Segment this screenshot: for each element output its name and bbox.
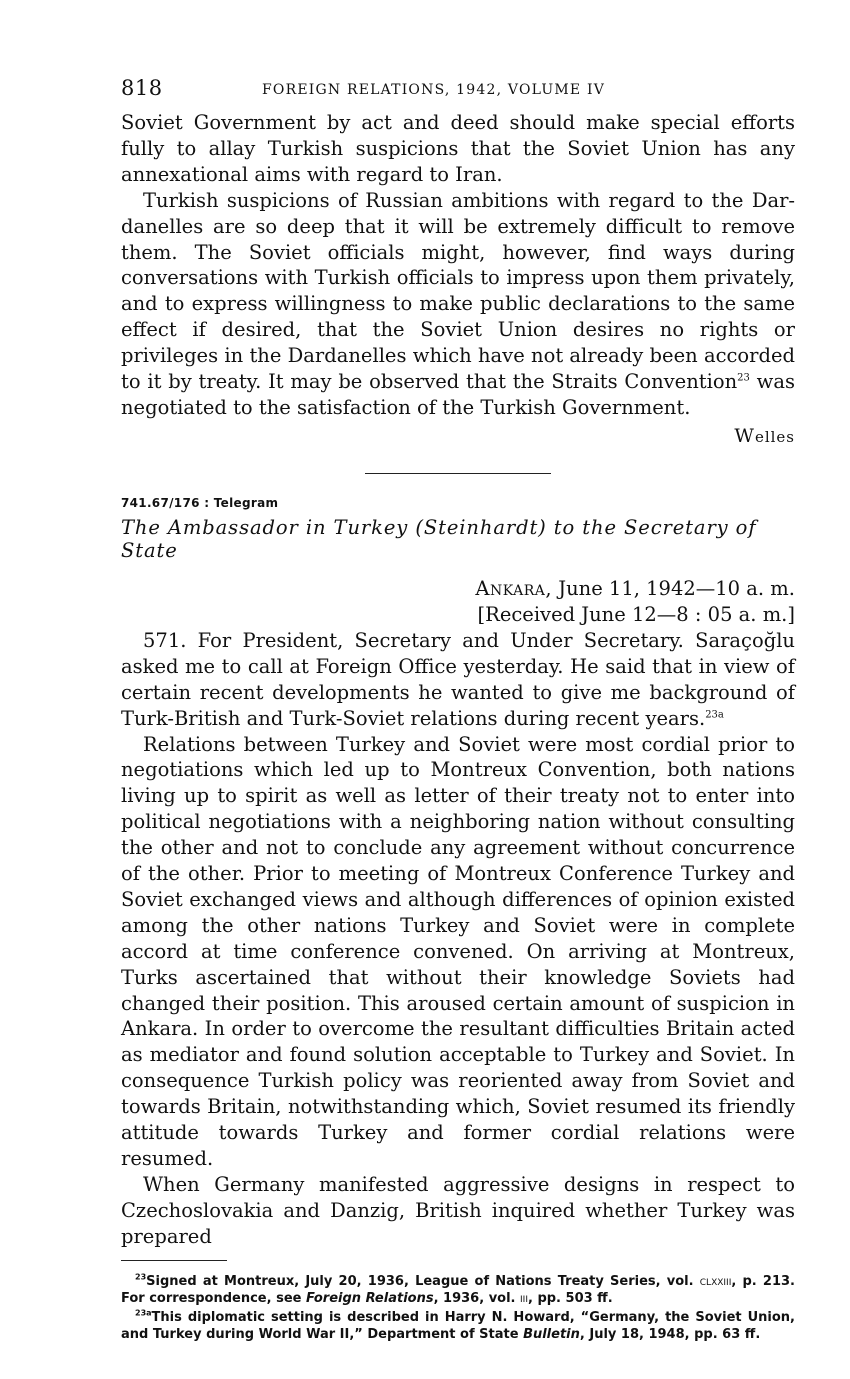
footnote-text: , pp. 503 ff. — [527, 1290, 613, 1306]
dateline — [121, 576, 795, 628]
page-number: 818 — [121, 76, 163, 100]
footnote-23 — [121, 1273, 795, 1307]
paragraph-text: Relations between Turkey and Soviet were most cordial prior to negotiations which led up to Montreux Convention, both nations living up to spirit as well as letter of their treaty not to enter into political negotiations with a neighboring nation without consulting the other and not to conclude any agreement without concurrence of the other. Prior to meeting of Montreux Conference Turkey and Soviet exchanged views and although differences of opinion existed among the other nations Turkey and Soviet were in complete accord at time conference convened. On arriving at Montreux, Turks ascertained that without their knowledge Soviets had changed their position. This aroused certain amount of suspicion in Ankara. In order to overcome the resultant difficulties Britain acted as mediator and found solution acceptable to Turkey and Soviet. In consequence Turkish policy was reoriented away from Soviet and towards Britain, notwithstanding which, Soviet resumed its friendly attitude towards Turkey and former cordial relations were resumed. — [121, 732, 795, 1170]
date-sent: June 11, 1942—10 a. m. — [552, 576, 795, 600]
volume-number: iii — [520, 1290, 528, 1306]
document-title: The Ambassador in Turkey (Steinhardt) to the Secretary of State — [121, 515, 757, 562]
footnote-text: , p. 213. For correspondence, see — [121, 1273, 795, 1306]
continued-paragraph — [121, 110, 795, 188]
telegram-paragraph-1 — [121, 628, 795, 732]
footnote-text: Signed at Montreux, July 20, 1936, League of Nations Treaty Series, vol. — [146, 1273, 700, 1289]
footnote-ref-23a[interactable]: 23a — [705, 709, 724, 721]
footnote-ref-23[interactable]: 23 — [737, 372, 750, 384]
footnote-mark: 23 — [135, 1272, 147, 1282]
footnote-mark: 23a — [135, 1308, 152, 1318]
paragraph-text: Soviet Government by act and deed should make special efforts fully to allay Turkish suspicions that the Soviet Union has any annexational aims with regard to Iran. — [121, 111, 795, 186]
volume-number: clxxiii — [699, 1273, 732, 1289]
telegram-paragraph-3 — [121, 1172, 795, 1250]
paragraph-text: was negotiated to the satisfaction of the Turkish Government. — [121, 370, 795, 419]
publication-title: Foreign Relations — [306, 1290, 434, 1306]
file-reference: 741.67/176 : Telegram — [121, 495, 279, 510]
document-page — [121, 76, 795, 1345]
dardanelles-paragraph — [121, 188, 795, 421]
footnote-text: This diplomatic setting is described in Harry N. Howard, “Germany, the Soviet Union, and Turkey during World War II,” Department of State — [121, 1309, 795, 1342]
paragraph-text: Turkish suspicions of Russian ambitions with regard to the Dardanelles are so deep that it will be extremely difficult to remove them. The Soviet officials might, however, find ways during conversations with Turkish officials to impress upon them privately, and to express willingness to make public declarations to the same effect if desired, that the Soviet Union desires no rights or privileges in the Dardanelles which have not already been accorded to it by treaty. It may be observed that the Straits Convention — [121, 188, 795, 394]
page-header — [121, 76, 795, 110]
signature: Welles — [734, 424, 795, 447]
footnotes — [121, 1273, 795, 1343]
sent-line — [121, 576, 795, 602]
paragraph-text: 571. For President, Secretary and Under Secretary. Saraçoğlu asked me to call at Foreign Office yesterday. He said that in view of certain recent developments he wanted to give me background of Turk-British and Turk-Soviet relations during recent years. — [121, 628, 795, 730]
received-line: [Received June 12—8 : 05 a. m.] — [477, 602, 795, 626]
section-divider — [365, 473, 551, 474]
running-head: FOREIGN RELATIONS, 1942, VOLUME IV — [262, 82, 606, 98]
telegram-paragraph-2 — [121, 732, 795, 1172]
footnote-text: , 1936, vol. — [433, 1290, 521, 1306]
footnote-divider — [121, 1260, 227, 1261]
place-name: Ankara, — [475, 576, 553, 600]
paragraph-text: When Germany manifested aggressive designs in respect to Czechoslovakia and Danzig, British inquired whether Turkey was prepared — [121, 1172, 795, 1248]
footnote-text: , July 18, 1948, pp. 63 ff. — [579, 1326, 761, 1342]
footnote-23a — [121, 1309, 795, 1343]
publication-title: Bulletin — [523, 1326, 580, 1342]
